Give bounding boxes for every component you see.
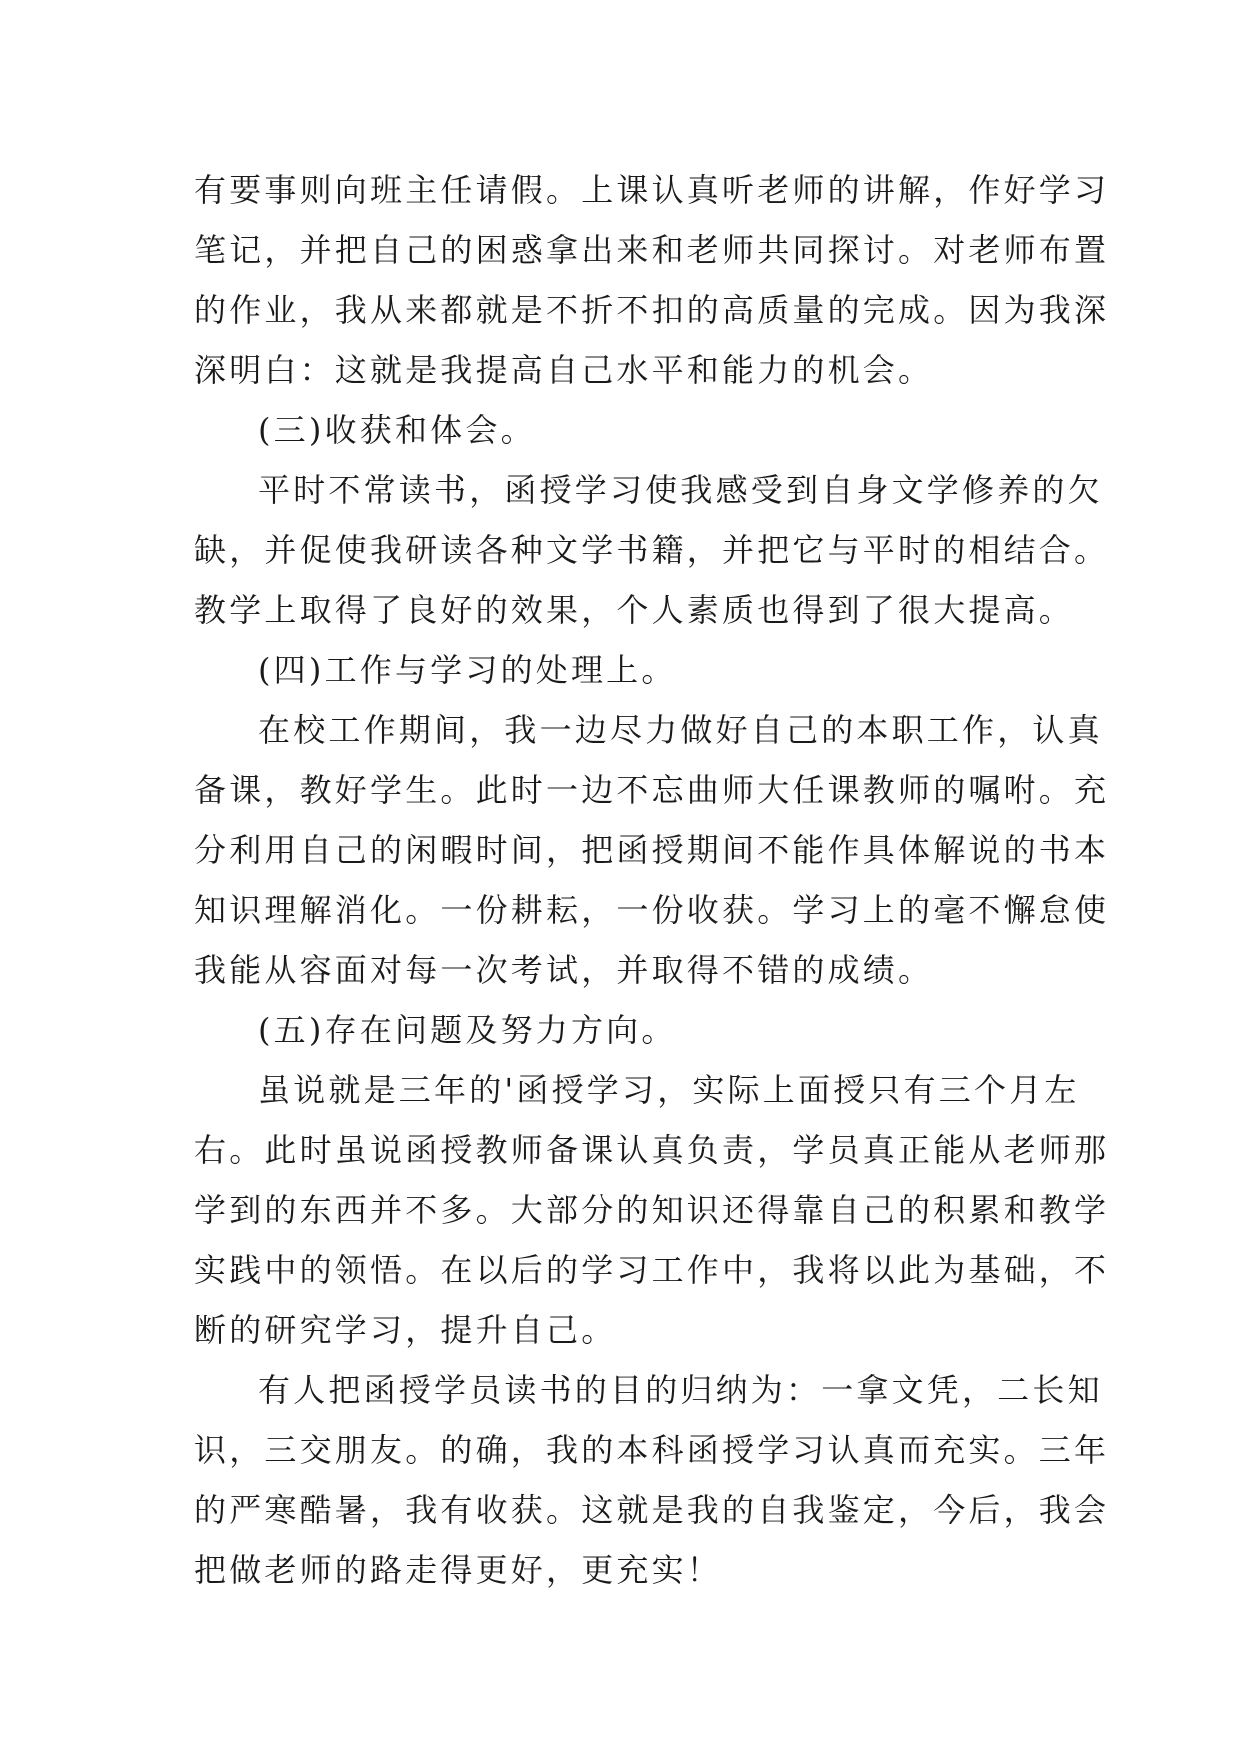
- document-body: [194, 160, 1110, 1600]
- text-line: 我能从容面对每一次考试，并取得不错的成绩。: [194, 951, 934, 989]
- text-line: 虽说就是三年的'函授学习，实际上面授只有三个月左: [258, 1071, 1080, 1109]
- text-line: 实践中的领悟。在以后的学习工作中，我将以此为基础，不: [194, 1251, 1110, 1289]
- text-line: 学到的东西并不多。大部分的知识还得靠自己的积累和教学: [194, 1191, 1110, 1229]
- text-line: 的严寒酷暑，我有收获。这就是我的自我鉴定，今后，我会: [194, 1491, 1110, 1529]
- text-line: 把做老师的路走得更好，更充实！: [194, 1551, 723, 1589]
- text-line: 有人把函授学员读书的目的归纳为：一拿文凭，二长知: [258, 1371, 1103, 1409]
- text-line: 教学上取得了良好的效果，个人素质也得到了很大提高。: [194, 591, 1075, 629]
- text-line: 平时不常读书，函授学习使我感受到自身文学修养的欠: [258, 471, 1103, 509]
- text-line: 识，三交朋友。的确，我的本科函授学习认真而充实。三年: [194, 1431, 1110, 1469]
- text-line: 深明白：这就是我提高自己水平和能力的机会。: [194, 351, 934, 389]
- text-line: (四)工作与学习的处理上。: [258, 651, 677, 689]
- text-line: (三)收获和体会。: [258, 411, 536, 449]
- text-line: 备课，教好学生。此时一边不忘曲师大任课教师的嘱咐。充: [194, 771, 1110, 809]
- text-line: 右。此时虽说函授教师备课认真负责，学员真正能从老师那: [194, 1131, 1110, 1169]
- text-line: (五)存在问题及努力方向。: [258, 1011, 677, 1049]
- text-line: 分利用自己的闲暇时间，把函授期间不能作具体解说的书本: [194, 831, 1110, 869]
- text-line: 有要事则向班主任请假。上课认真听老师的讲解，作好学习: [194, 171, 1110, 209]
- text-line: 知识理解消化。一份耕耘，一份收获。学习上的毫不懈怠使: [194, 891, 1110, 929]
- text-line: 断的研究学习，提升自己。: [194, 1311, 617, 1349]
- text-line: 在校工作期间，我一边尽力做好自己的本职工作，认真: [258, 711, 1103, 749]
- text-line: 缺，并促使我研读各种文学书籍，并把它与平时的相结合。: [194, 531, 1110, 569]
- text-line: 笔记，并把自己的困惑拿出来和老师共同探讨。对老师布置: [194, 231, 1110, 269]
- text-line: 的作业，我从来都就是不折不扣的高质量的完成。因为我深: [194, 291, 1110, 329]
